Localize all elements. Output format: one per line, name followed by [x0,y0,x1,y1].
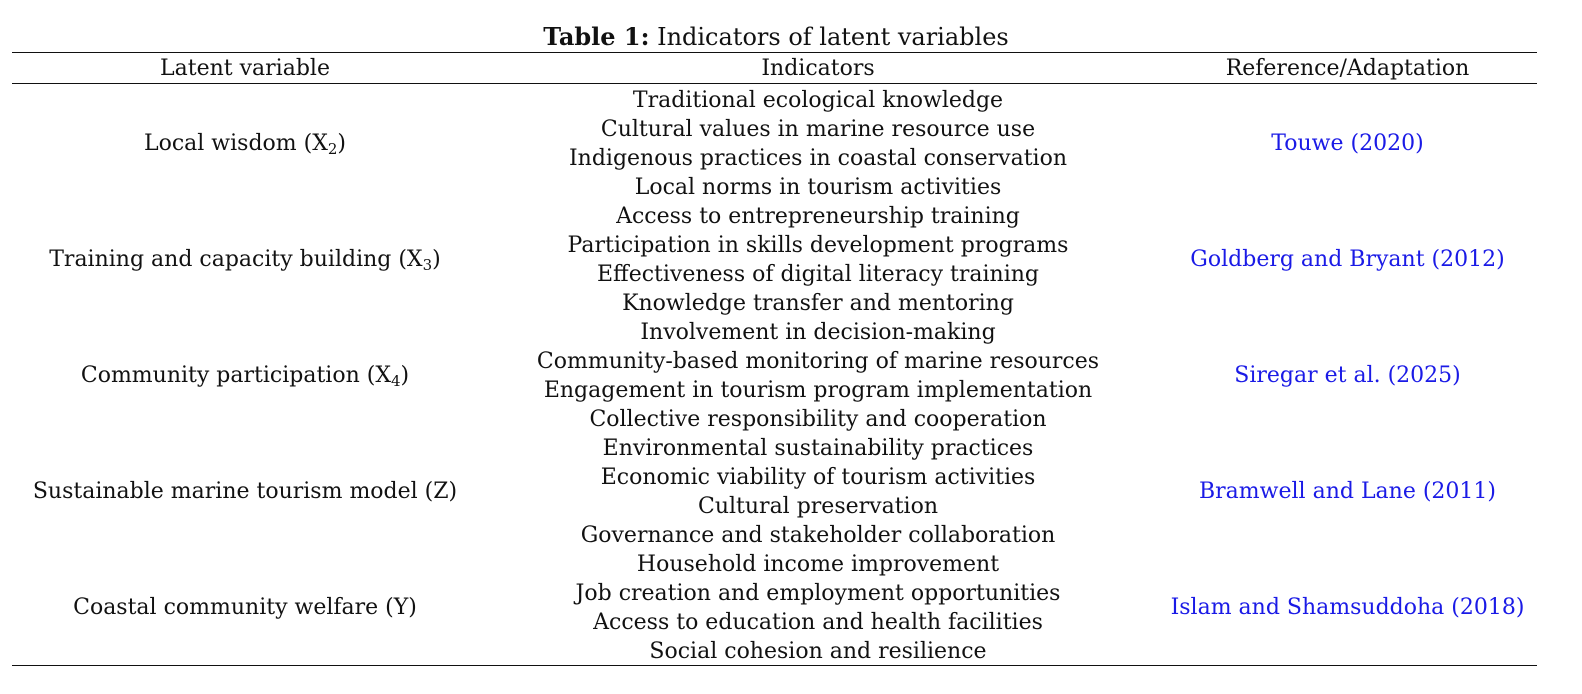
header-rule [12,83,1537,84]
indicators-cell [478,202,1158,318]
indicator-item: Cultural preservation [698,494,938,519]
indicator-item: Effectiveness of digital literacy training [597,262,1039,287]
indicator-item: Engagement in tourism program implementation [543,378,1093,403]
reference-link[interactable]: Touwe (2020) [1271,131,1424,156]
indicator-item: Collective responsibility and cooperation [589,407,1047,432]
reference-link[interactable]: Islam and Shamsuddoha (2018) [1170,595,1525,620]
indicator-item: Knowledge transfer and mentoring [622,291,1014,316]
indicator-item: Household income improvement [636,552,1000,577]
indicator-item: Community-based monitoring of marine resources [536,349,1100,374]
indicator-item: Social cohesion and resilience [649,639,987,664]
indicator-item: Traditional ecological knowledge [632,88,1004,113]
latent-variable-cell: Local wisdom $(X_2)$ [143,131,347,158]
latent-variable-cell: Coastal community welfare (Y) [73,595,417,620]
indicator-item: Cultural values in marine resource use [600,117,1036,142]
caption-text: Indicators of latent variables [649,23,1009,51]
indicator-item: Indigenous practices in coastal conservation [568,146,1068,171]
header-latent-variable: Latent variable [160,56,330,81]
latent-variable-cell: Training and capacity building $(X_3)$ [49,247,441,274]
reference-link[interactable]: Siregar et al. (2025) [1234,363,1461,388]
indicator-item: Job creation and employment opportunities [575,581,1061,606]
indicators-cell [478,550,1158,666]
indicator-item: Access to education and health facilities [593,610,1043,635]
indicator-item: Local norms in tourism activities [634,175,1002,200]
indicator-item: Involvement in decision-making [640,320,996,345]
bottom-rule [12,665,1537,666]
indicators-cell [478,434,1158,550]
table-caption [0,22,1552,52]
latent-variable-cell: Sustainable marine tourism model (Z) [32,479,458,504]
indicator-item: Participation in skills development programs [567,233,1069,258]
header-indicators: Indicators [761,56,875,81]
indicator-item: Environmental sustainability practices [602,436,1034,461]
top-rule [12,52,1537,53]
indicator-item: Access to entrepreneurship training [616,204,1020,229]
reference-link[interactable]: Bramwell and Lane (2011) [1199,479,1496,504]
latent-variable-cell: Community participation $(X_4)$ [80,363,410,390]
indicators-cell [478,318,1158,434]
indicator-item: Governance and stakeholder collaboration [580,523,1056,548]
header-reference: Reference/Adaptation [1225,56,1470,81]
reference-link[interactable]: Goldberg and Bryant (2012) [1190,247,1505,272]
indicators-cell [478,86,1158,202]
caption-label: Table 1: [543,22,650,51]
indicator-item: Economic viability of tourism activities [600,465,1036,490]
